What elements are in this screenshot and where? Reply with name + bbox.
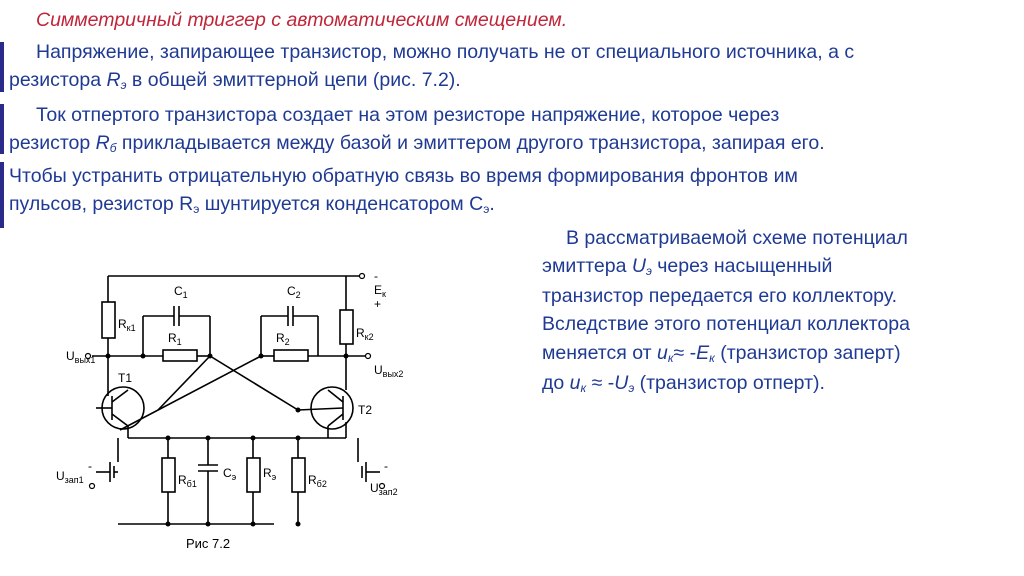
- label-re: $R_э$: [263, 466, 277, 482]
- label-rb2: $R_{б2}$: [308, 473, 327, 489]
- label-rb1: $R_{б1}$: [178, 473, 197, 489]
- label-uzap1-minus: -: [88, 459, 92, 473]
- label-uzap2: $U_{зап2}$: [370, 481, 398, 497]
- p3-text-b: шунтируется конденсатором С: [199, 193, 484, 215]
- paragraph-3-line-2: [9, 190, 495, 223]
- label-uzap2-minus: -: [384, 459, 388, 473]
- label-t1: Т1: [118, 371, 133, 385]
- label-uzap1: $U_{зап1}$: [56, 469, 84, 485]
- label-ce: $С_э$: [223, 466, 237, 482]
- p4-u-symbol: U: [631, 255, 646, 277]
- label-r1: $R_1$: [168, 331, 182, 347]
- label-r2: $R_2$: [276, 331, 290, 347]
- p4-l5-e-sub: к: [709, 351, 715, 365]
- label-rk2: $R_{к2}$: [356, 326, 374, 342]
- p2-resistor-symbol: R: [95, 132, 110, 154]
- label-ek: $Е_к$: [374, 283, 386, 299]
- paragraph-4-line-2: [542, 252, 832, 285]
- p1-text-b: в общей эмиттерной цепи (рис. 7.2).: [126, 69, 461, 91]
- paragraph-1-line-1: Напряжение, запирающее транзистор, можно получать не от специального источника, а с: [36, 41, 855, 63]
- label-c2: $С_2$: [287, 284, 301, 300]
- trigger-circuit-schematic: [48, 262, 428, 562]
- p1-text-a: резистора: [9, 69, 107, 91]
- p4-text-a: эмиттера: [542, 255, 632, 277]
- paragraph-bar-3: [0, 162, 4, 228]
- label-uvyx1: $U_{вых1}$: [66, 349, 96, 365]
- p4-l6-b: ≈ -: [586, 372, 615, 394]
- p2-text-a: резистор: [9, 132, 96, 154]
- p4-l6-U: U: [614, 372, 629, 394]
- figure-caption: Рис 7.2: [186, 536, 231, 551]
- p3-text-a: пульсов, резистор R: [9, 193, 194, 215]
- p1-resistor-sub: э: [120, 78, 127, 92]
- label-minus: -: [374, 269, 378, 283]
- p2-resistor-sub: б: [109, 141, 117, 155]
- slide-heading: Симметричный триггер с автоматическим смещением.: [36, 9, 568, 31]
- p4-l6-u: u: [569, 372, 581, 394]
- label-c1: $С_1$: [174, 284, 188, 300]
- label-plus: +: [374, 297, 382, 311]
- p4-text-b: через насыщенный: [651, 255, 833, 277]
- p4-l5-c: (транзистор заперт): [714, 342, 901, 364]
- p4-l6-u-sub: к: [580, 381, 587, 395]
- p4-l5-u-sub: к: [667, 351, 674, 365]
- p1-resistor-symbol: R: [106, 69, 121, 91]
- paragraph-2-line-2: [9, 129, 825, 162]
- label-rk1: $R_{к1}$: [118, 317, 136, 333]
- paragraph-3-line-1: Чтобы устранить отрицательную обратную связь во время формирования фронтов им: [9, 165, 798, 187]
- paragraph-4-line-4: Вследствие этого потенциал коллектора: [542, 313, 910, 335]
- paragraph-4-line-1: В рассматриваемой схеме потенциал: [566, 227, 908, 249]
- paragraph-bar-1: [0, 42, 4, 92]
- p3-text-c: .: [489, 193, 495, 215]
- p3-sub-1: э: [193, 202, 200, 216]
- label-t2: Т2: [358, 403, 373, 417]
- p4-u-sub: э: [645, 264, 652, 278]
- label-uvyx2: $U_{вых2}$: [374, 363, 404, 379]
- p4-l6-U-sub: э: [628, 381, 635, 395]
- paragraph-4-line-5: [542, 339, 901, 372]
- paragraph-4-line-3: транзистор передается его коллектору.: [542, 285, 898, 307]
- p4-l6-a: до: [542, 372, 570, 394]
- paragraph-4-line-6: [542, 369, 825, 402]
- p4-l6-c: (транзистор отперт).: [634, 372, 825, 394]
- paragraph-2-line-1: Ток отпертого транзистора создает на этом резисторе напряжение, которое через: [36, 104, 780, 126]
- p4-l5-e: E: [696, 342, 710, 364]
- p4-l5-a: меняется от: [542, 342, 657, 364]
- p4-l5-b: ≈ -: [673, 342, 697, 364]
- p4-l5-u: u: [656, 342, 668, 364]
- paragraph-1-line-2: [9, 66, 461, 99]
- paragraph-bar-2: [0, 104, 4, 154]
- p3-sub-2: э: [483, 202, 490, 216]
- p2-text-b: прикладывается между базой и эмиттером другого транзистора, запирая его.: [116, 132, 825, 154]
